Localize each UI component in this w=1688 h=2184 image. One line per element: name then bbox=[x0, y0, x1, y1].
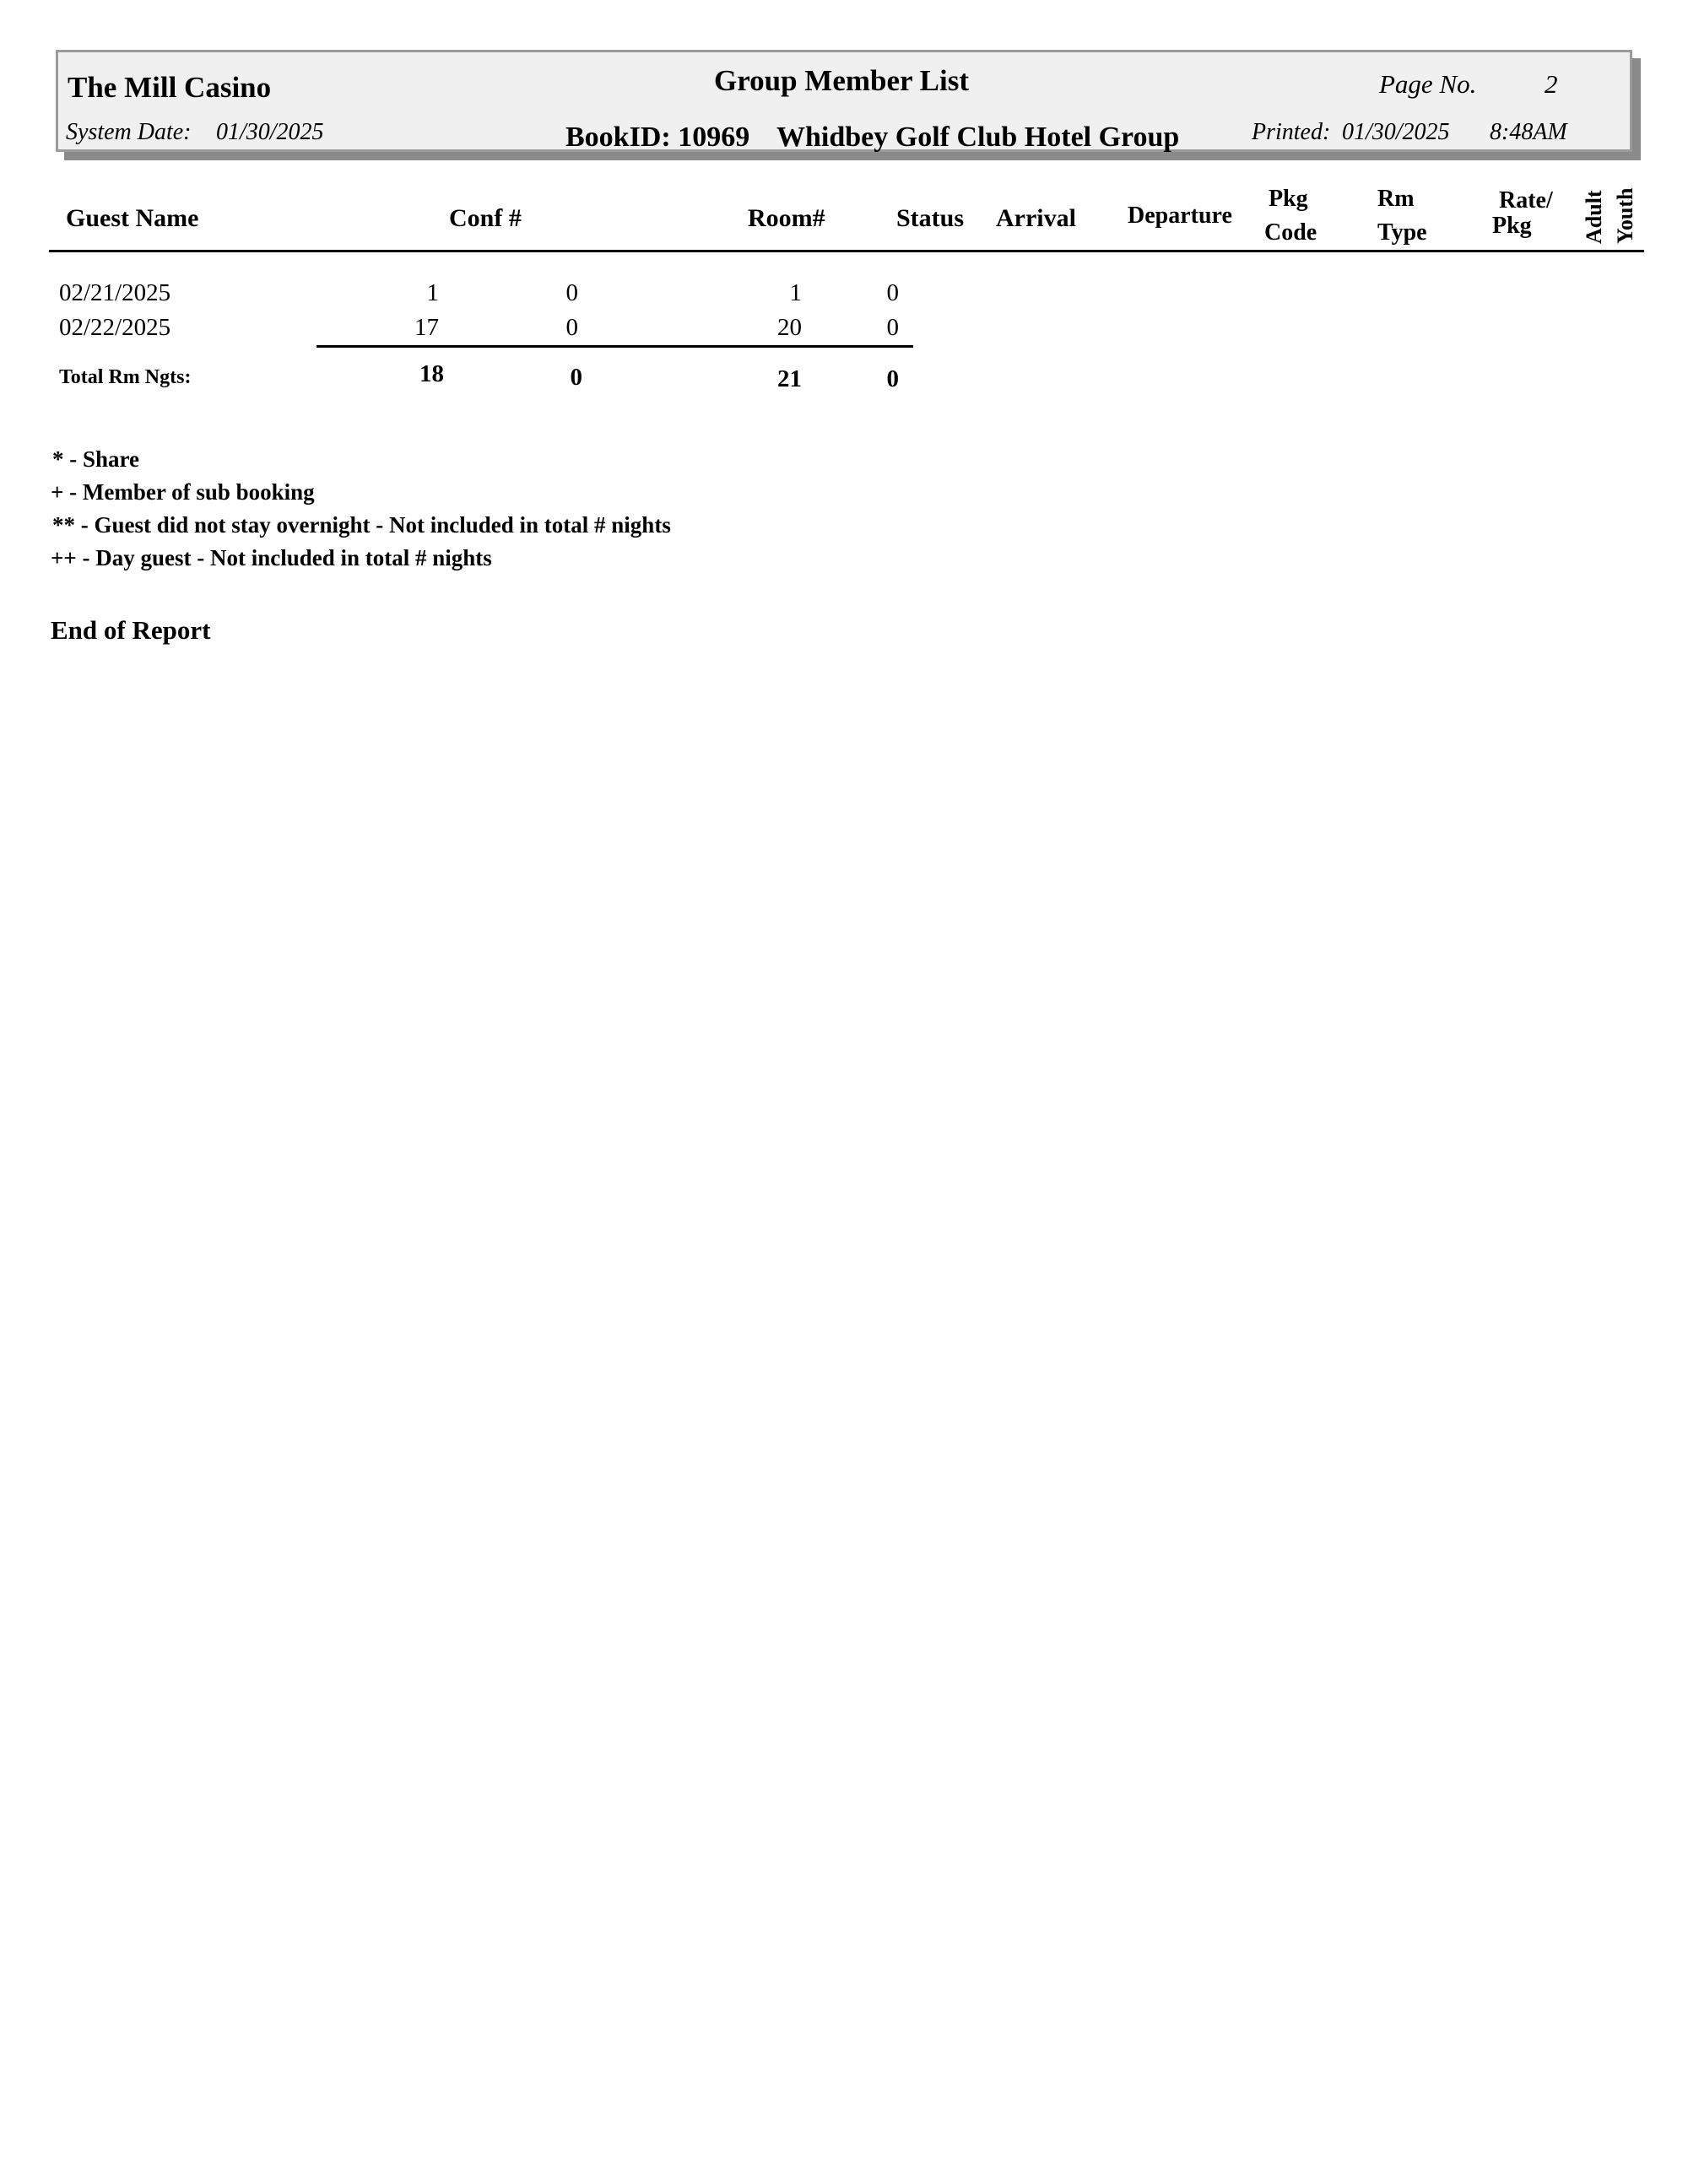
printed-time: 8:48AM bbox=[1490, 119, 1567, 145]
col-arrival: Arrival bbox=[996, 204, 1076, 232]
system-date-label: System Date: bbox=[66, 119, 192, 145]
page-label: Page No. bbox=[1379, 69, 1477, 99]
system-date: 01/30/2025 bbox=[216, 119, 324, 145]
row-value: 0 bbox=[886, 279, 899, 306]
col-youth: Youth bbox=[1613, 187, 1637, 244]
col-guest-name: Guest Name bbox=[66, 204, 199, 232]
col-room: Room# bbox=[748, 204, 825, 232]
totals-value: 21 bbox=[777, 365, 802, 392]
book-id: BookID: 10969 bbox=[565, 122, 750, 153]
printed-date: 01/30/2025 bbox=[1342, 119, 1450, 145]
col-rm-type-line2: Type bbox=[1377, 219, 1427, 246]
col-pkg-code-line2: Code bbox=[1264, 219, 1317, 246]
col-conf: Conf # bbox=[449, 204, 522, 232]
col-departure: Departure bbox=[1128, 203, 1232, 229]
end-of-report: End of Report bbox=[51, 615, 211, 645]
legend-item: + - Member of sub booking bbox=[51, 479, 315, 505]
header-rule bbox=[49, 250, 1644, 252]
row-value: 1 bbox=[789, 279, 802, 306]
totals-label: Total Rm Ngts: bbox=[59, 366, 192, 388]
group-name: Whidbey Golf Club Hotel Group bbox=[776, 122, 1180, 153]
row-value: 0 bbox=[886, 314, 899, 341]
row-date: 02/21/2025 bbox=[59, 279, 171, 306]
totals-value: 18 bbox=[419, 360, 444, 387]
legend-item: ** - Guest did not stay overnight - Not included in total # nights bbox=[52, 512, 671, 538]
row-date: 02/22/2025 bbox=[59, 314, 171, 341]
col-rm-type-line1: Rm bbox=[1377, 186, 1415, 212]
printed-label: Printed: bbox=[1252, 119, 1331, 145]
company-name: The Mill Casino bbox=[68, 71, 272, 104]
col-rate-pkg-line2: Pkg bbox=[1492, 213, 1532, 239]
page-number: 2 bbox=[1545, 69, 1558, 99]
col-rate-pkg-line1: Rate/ bbox=[1499, 187, 1553, 214]
row-value: 0 bbox=[565, 314, 578, 341]
row-value: 20 bbox=[777, 314, 802, 341]
legend-item: * - Share bbox=[52, 446, 140, 472]
row-value: 17 bbox=[414, 314, 439, 341]
col-pkg-code-line1: Pkg bbox=[1269, 186, 1308, 212]
report-title: Group Member List bbox=[714, 64, 970, 97]
totals-value: 0 bbox=[886, 365, 899, 392]
legend-item: ++ - Day guest - Not included in total # nights bbox=[51, 545, 492, 570]
totals-value: 0 bbox=[570, 364, 582, 391]
totals-rule bbox=[316, 345, 913, 348]
col-adult: Adult bbox=[1582, 190, 1606, 244]
col-status: Status bbox=[896, 204, 965, 232]
row-value: 1 bbox=[426, 279, 439, 306]
row-value: 0 bbox=[565, 279, 578, 306]
